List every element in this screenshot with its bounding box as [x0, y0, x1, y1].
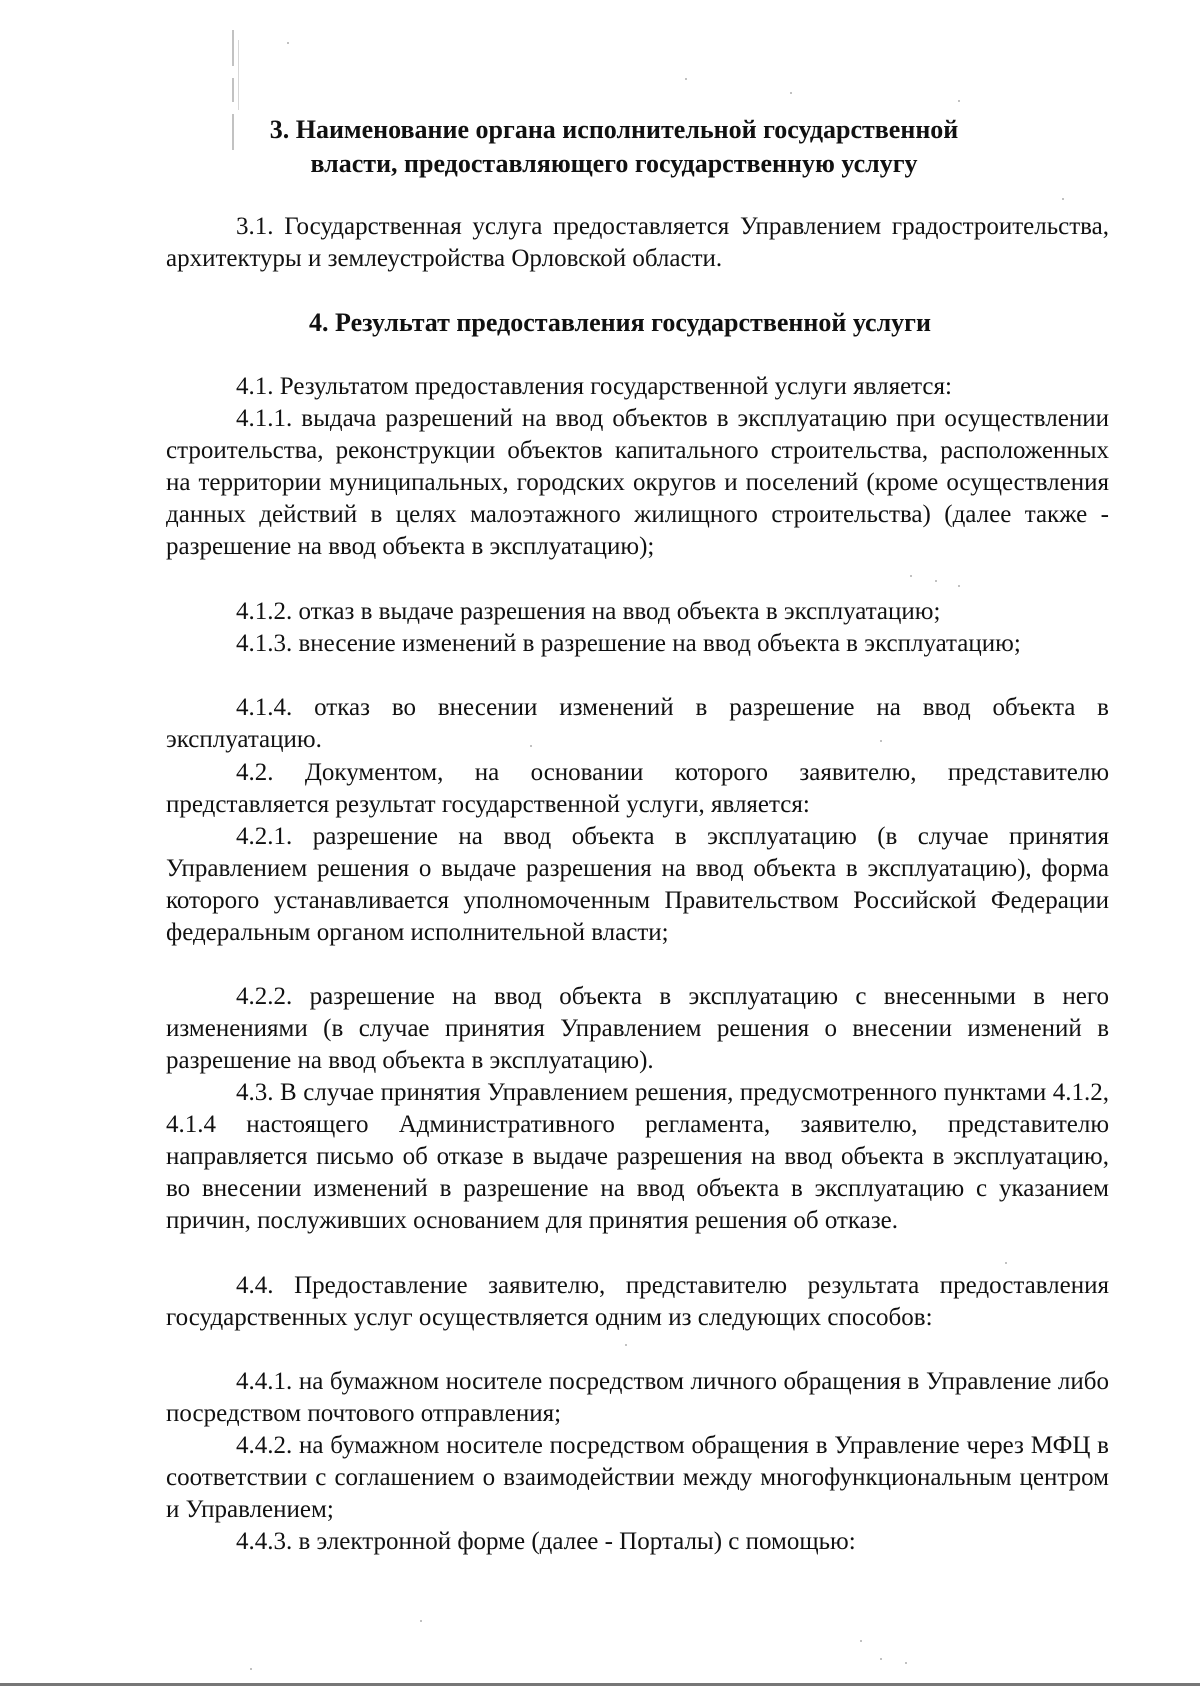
paragraph-4-1-2: 4.1.2. отказ в выдаче разрешения на ввод объекта в эксплуатацию; — [236, 598, 941, 625]
scan-speck — [420, 1620, 422, 1622]
paragraph-4-4: 4.4. Предоставление заявителю, представителю результата предоставления государственных услуг осуществляется одним из следующих способов: — [166, 1272, 1109, 1331]
paragraph-4-1-1: 4.1.1. выдача разрешений на ввод объектов в эксплуатацию при осуществлении строительства, реконструкции объектов капитального строительства, расположенных на территории муниципальных, городских округов и поселений (кроме осуществления данных действий в целях малоэтажного жилищного строительства) (далее также - разрешение на ввод объекта в эксплуатацию); — [166, 405, 1109, 560]
paragraph-4-2-2: 4.2.2. разрешение на ввод объекта в эксплуатацию с внесенными в него изменениями (в случае принятия Управлением решения о внесении изменений в разрешение на ввод объекта в эксплуатацию). — [166, 983, 1109, 1074]
paragraph-4-1-3: 4.1.3. внесение изменений в разрешение на ввод объекта в эксплуатацию; — [236, 630, 1021, 657]
scan-speck — [935, 580, 937, 582]
scan-speck — [910, 575, 912, 577]
section-4-heading: 4. Результат предоставления государственной услуги — [309, 308, 931, 337]
scan-artifact-left-margin-inner — [238, 40, 239, 110]
paragraph-4-1: 4.1. Результатом предоставления государственной услуги является: — [236, 373, 952, 400]
scan-speck — [880, 1658, 882, 1660]
paragraph-4-3: 4.3. В случае принятия Управлением решения, предусмотренного пунктами 4.1.2, 4.1.4 настоящего Административного регламента, заявителю, представителю направляется письмо об отказе в выдаче разрешения на ввод объекта в эксплуатацию, во внесении изменений в разрешение на ввод объекта в эксплуатацию с указанием причин, послуживших основанием для принятия решения об отказе. — [166, 1079, 1109, 1234]
paragraph-4-4-1: 4.4.1. на бумажном носителе посредством личного обращения в Управление либо посредством почтового отправления; — [166, 1368, 1109, 1427]
paragraph-3-1: 3.1. Государственная услуга предоставляется Управлением градостроительства, архитектуры и землеустройства Орловской области. — [166, 213, 1109, 272]
scan-speck — [685, 78, 687, 80]
scan-speck — [250, 1668, 252, 1670]
paragraph-4-2: 4.2. Документом, на основании которого заявителю, представителю представляется результат государственной услуги, является: — [166, 759, 1109, 818]
scan-speck — [958, 585, 960, 587]
scan-speck — [880, 740, 882, 742]
section-3-heading-line2: власти, предоставляющего государственную услугу — [310, 149, 918, 178]
scan-speck — [860, 1640, 862, 1642]
section-3-heading — [0, 113, 1200, 181]
scan-speck — [1062, 198, 1064, 200]
scan-artifact-bottom-edge — [0, 1683, 1200, 1686]
paragraph-4-1-4: 4.1.4. отказ во внесении изменений в разрешение на ввод объекта в эксплуатацию. — [166, 694, 1109, 753]
scan-speck — [530, 745, 532, 747]
paragraph-4-2-1: 4.2.1. разрешение на ввод объекта в эксплуатацию (в случае принятия Управлением решения о выдаче разрешения на ввод объекта в эксплуатацию), форма которого устанавливается уполномоченным Правительством Российской Федерации федеральным органом исполнительной власти; — [166, 823, 1109, 946]
scan-speck — [905, 1662, 907, 1664]
scan-speck — [1005, 1262, 1007, 1264]
scan-speck — [287, 42, 289, 44]
paragraph-4-4-3: 4.4.3. в электронной форме (далее - Порталы) с помощью: — [236, 1528, 856, 1555]
scan-speck — [625, 1344, 627, 1346]
scan-speck — [790, 92, 792, 94]
section-3-heading-line1: 3. Наименование органа исполнительной государственной — [269, 115, 959, 144]
paragraph-4-4-2: 4.4.2. на бумажном носителе посредством обращения в Управление через МФЦ в соответствии с соглашением о взаимодействии между многофункциональным центром и Управлением; — [166, 1432, 1109, 1523]
scan-speck — [958, 100, 960, 102]
